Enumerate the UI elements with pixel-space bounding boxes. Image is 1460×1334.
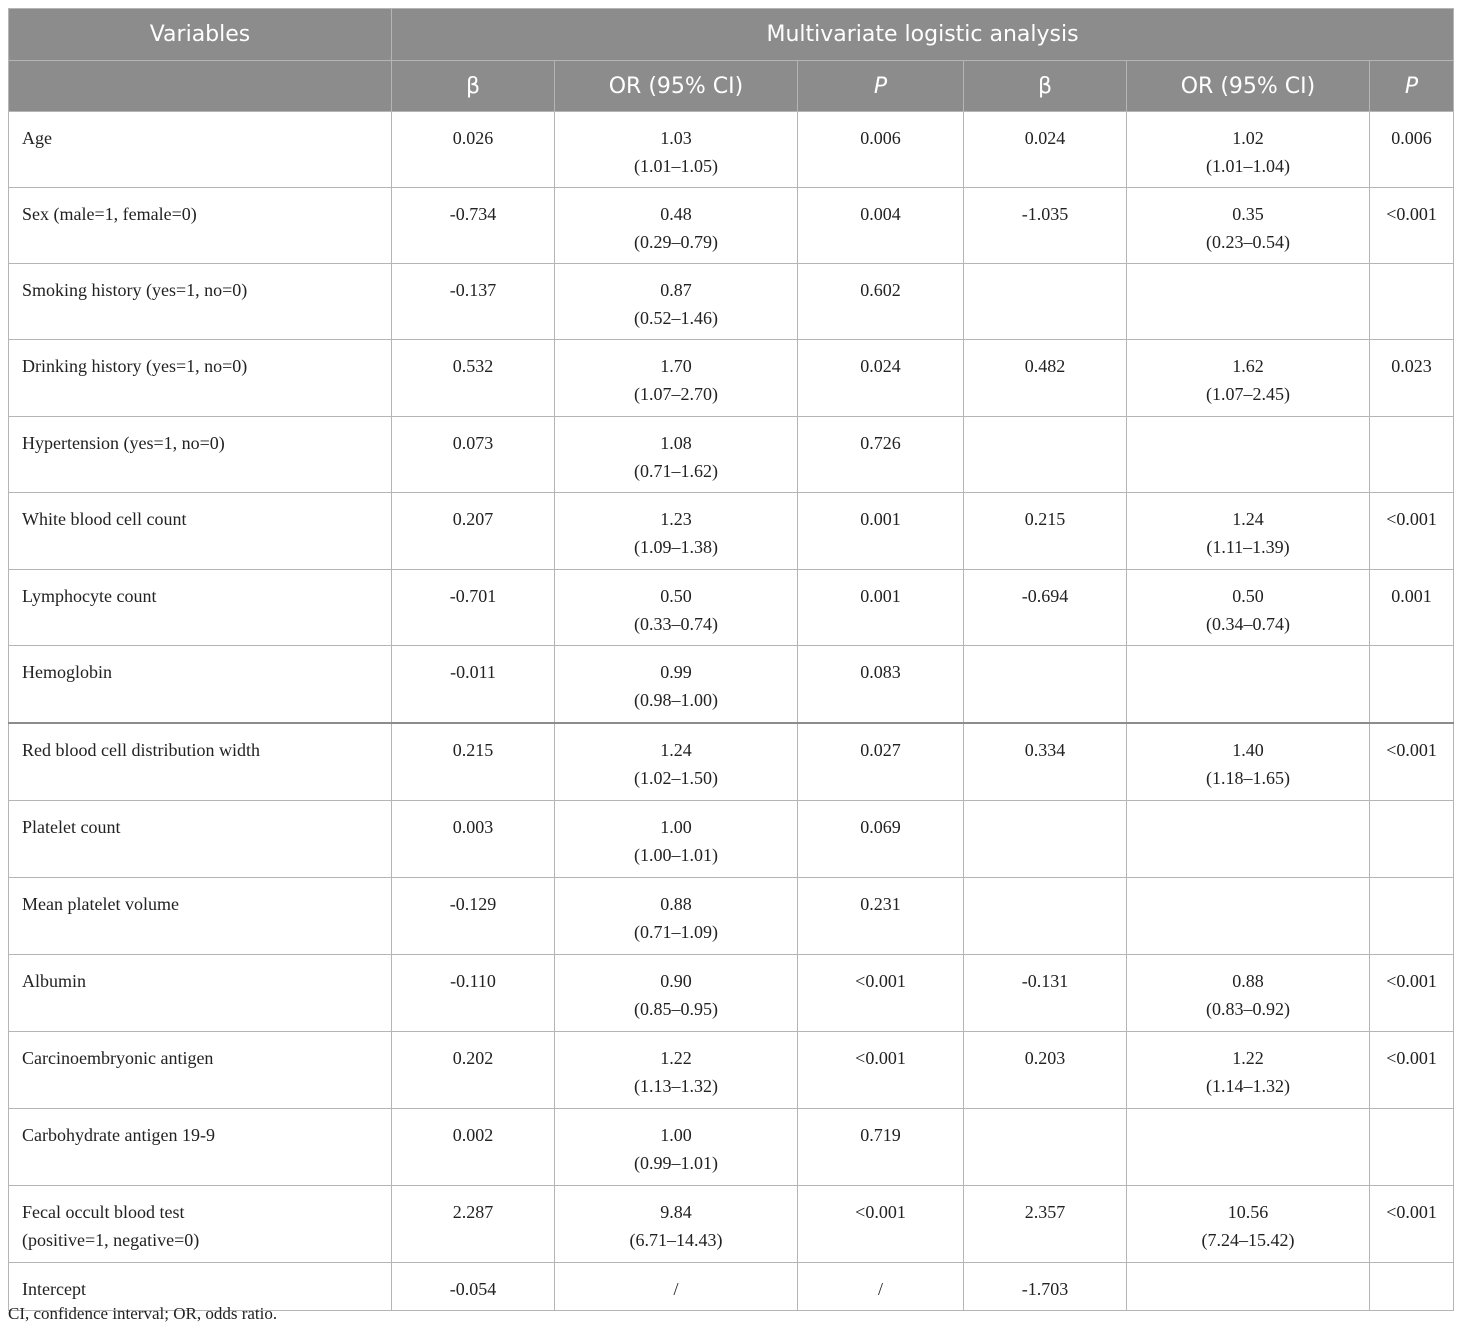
cell-beta-1 bbox=[392, 1032, 555, 1109]
cell-variable bbox=[9, 878, 392, 955]
cell-or-1 bbox=[555, 1186, 798, 1263]
cell-beta-1 bbox=[392, 112, 555, 188]
cell-p-1 bbox=[798, 1032, 964, 1109]
beta-value: -0.011 bbox=[450, 662, 496, 682]
or-value: 0.50 bbox=[1232, 586, 1264, 606]
cell-variable bbox=[9, 493, 392, 570]
table-row bbox=[9, 264, 1454, 340]
p-value: 0.006 bbox=[1391, 128, 1432, 148]
cell-beta-2 bbox=[964, 1109, 1127, 1186]
beta-value: -0.054 bbox=[449, 1279, 497, 1299]
table-header bbox=[9, 9, 1454, 112]
cell-p-2 bbox=[1370, 570, 1454, 646]
ci-value: (0.85–0.95) bbox=[634, 999, 718, 1019]
ci-value: (0.34–0.74) bbox=[1206, 614, 1290, 634]
variable-label: Albumin bbox=[22, 971, 87, 991]
cell-or-1 bbox=[555, 1032, 798, 1109]
cell-beta-2 bbox=[964, 417, 1127, 493]
beta-value: -0.137 bbox=[449, 280, 497, 300]
cell-beta-1 bbox=[392, 723, 555, 801]
table-footnote: CI, confidence interval; OR, odds ratio. bbox=[8, 1304, 278, 1323]
cell-p-1 bbox=[798, 188, 964, 264]
cell-beta-1 bbox=[392, 801, 555, 878]
cell-p-2 bbox=[1370, 646, 1454, 724]
or-value: 1.62 bbox=[1232, 356, 1264, 376]
p-value: 0.023 bbox=[1391, 356, 1432, 376]
cell-or-2 bbox=[1127, 955, 1370, 1032]
beta-value: -0.694 bbox=[1021, 586, 1069, 606]
beta-value: 0.215 bbox=[1024, 509, 1066, 529]
ci-value: (1.11–1.39) bbox=[1206, 537, 1290, 557]
beta-value: -0.734 bbox=[449, 204, 497, 224]
or-value: / bbox=[673, 1279, 679, 1299]
cell-or-1 bbox=[555, 264, 798, 340]
ci-value: (1.01–1.04) bbox=[1206, 156, 1290, 176]
beta-value: -0.129 bbox=[449, 894, 497, 914]
ci-value: (1.18–1.65) bbox=[1206, 768, 1290, 788]
p-value: <0.001 bbox=[1386, 1048, 1437, 1068]
cell-or-2 bbox=[1127, 1032, 1370, 1109]
cell-p-2 bbox=[1370, 801, 1454, 878]
variable-label-line-2: (positive=1, negative=0) bbox=[22, 1230, 200, 1250]
beta-value: 0.215 bbox=[452, 740, 494, 760]
or-value: 0.48 bbox=[660, 204, 692, 224]
ci-value: (1.00–1.01) bbox=[634, 845, 718, 865]
cell-beta-1 bbox=[392, 646, 555, 724]
header-p-1: P bbox=[798, 61, 964, 112]
ci-value: (1.13–1.32) bbox=[634, 1076, 718, 1096]
p-value: 0.001 bbox=[860, 586, 901, 606]
cell-p-2 bbox=[1370, 112, 1454, 188]
table-row bbox=[9, 112, 1454, 188]
cell-p-1 bbox=[798, 112, 964, 188]
cell-beta-1 bbox=[392, 340, 555, 417]
p-value: 0.083 bbox=[860, 662, 901, 682]
header-row-1 bbox=[9, 9, 1454, 61]
cell-p-2 bbox=[1370, 878, 1454, 955]
cell-p-2 bbox=[1370, 493, 1454, 570]
cell-beta-2 bbox=[964, 955, 1127, 1032]
cell-p-1 bbox=[798, 1186, 964, 1263]
header-beta-1: β bbox=[392, 61, 555, 112]
header-or-1: OR (95% CI) bbox=[555, 61, 798, 112]
cell-beta-2 bbox=[964, 340, 1127, 417]
p-value: / bbox=[877, 1279, 883, 1299]
p-value: 0.004 bbox=[860, 204, 901, 224]
or-value: 1.22 bbox=[1232, 1048, 1264, 1068]
header-empty bbox=[9, 61, 392, 112]
cell-p-2 bbox=[1370, 264, 1454, 340]
beta-value: 0.024 bbox=[1024, 128, 1066, 148]
cell-or-2 bbox=[1127, 723, 1370, 801]
or-value: 0.90 bbox=[660, 971, 692, 991]
cell-beta-2 bbox=[964, 646, 1127, 724]
ci-value: (6.71–14.43) bbox=[629, 1230, 723, 1250]
beta-value: 0.073 bbox=[452, 433, 494, 453]
cell-p-1 bbox=[798, 570, 964, 646]
table-row bbox=[9, 417, 1454, 493]
cell-p-1 bbox=[798, 1109, 964, 1186]
beta-value: 0.203 bbox=[1024, 1048, 1066, 1068]
cell-beta-1 bbox=[392, 878, 555, 955]
table-row bbox=[9, 646, 1454, 724]
table-row bbox=[9, 340, 1454, 417]
cell-beta-1 bbox=[392, 1186, 555, 1263]
beta-value: 0.532 bbox=[452, 356, 494, 376]
cell-p-1 bbox=[798, 1263, 964, 1311]
cell-or-1 bbox=[555, 1109, 798, 1186]
cell-variable bbox=[9, 417, 392, 493]
p-value: 0.001 bbox=[860, 509, 901, 529]
cell-or-2 bbox=[1127, 264, 1370, 340]
variable-label: Carcinoembryonic antigen bbox=[22, 1048, 214, 1068]
or-value: 1.00 bbox=[660, 1125, 692, 1145]
or-value: 1.02 bbox=[1232, 128, 1264, 148]
cell-p-2 bbox=[1370, 723, 1454, 801]
cell-p-1 bbox=[798, 493, 964, 570]
ci-value: (0.71–1.62) bbox=[634, 461, 718, 481]
p-value: <0.001 bbox=[855, 971, 906, 991]
cell-beta-2 bbox=[964, 801, 1127, 878]
variable-label: Hypertension (yes=1, no=0) bbox=[22, 433, 225, 453]
table-row bbox=[9, 570, 1454, 646]
header-or-2: OR (95% CI) bbox=[1127, 61, 1370, 112]
p-value: 0.006 bbox=[860, 128, 901, 148]
ci-value: (1.01–1.05) bbox=[634, 156, 718, 176]
cell-variable bbox=[9, 646, 392, 724]
cell-p-2 bbox=[1370, 1263, 1454, 1311]
cell-or-2 bbox=[1127, 1186, 1370, 1263]
cell-p-1 bbox=[798, 264, 964, 340]
cell-beta-2 bbox=[964, 878, 1127, 955]
cell-or-1 bbox=[555, 493, 798, 570]
variable-label: Platelet count bbox=[22, 817, 121, 837]
cell-variable bbox=[9, 1109, 392, 1186]
table-row bbox=[9, 493, 1454, 570]
variable-label: Sex (male=1, female=0) bbox=[22, 204, 197, 224]
beta-value: 0.026 bbox=[452, 128, 494, 148]
cell-variable bbox=[9, 340, 392, 417]
p-value: 0.001 bbox=[1391, 586, 1432, 606]
p-value: <0.001 bbox=[1386, 1202, 1437, 1222]
cell-or-1 bbox=[555, 723, 798, 801]
cell-or-2 bbox=[1127, 570, 1370, 646]
table-row bbox=[9, 188, 1454, 264]
p-value: 0.231 bbox=[860, 894, 901, 914]
beta-value: 0.002 bbox=[452, 1125, 494, 1145]
p-value: <0.001 bbox=[1386, 971, 1437, 991]
cell-or-1 bbox=[555, 112, 798, 188]
p-value: <0.001 bbox=[1386, 740, 1437, 760]
cell-beta-2 bbox=[964, 570, 1127, 646]
beta-value: 2.287 bbox=[452, 1202, 494, 1222]
p-value: 0.024 bbox=[860, 356, 901, 376]
or-value: 9.84 bbox=[660, 1202, 692, 1222]
cell-beta-2 bbox=[964, 493, 1127, 570]
ci-value: (1.07–2.45) bbox=[1206, 384, 1290, 404]
p-value: 0.719 bbox=[860, 1125, 901, 1145]
or-value: 1.70 bbox=[660, 356, 692, 376]
cell-p-2 bbox=[1370, 417, 1454, 493]
beta-value: -0.110 bbox=[450, 971, 496, 991]
cell-or-2 bbox=[1127, 493, 1370, 570]
cell-beta-2 bbox=[964, 1032, 1127, 1109]
ci-value: (0.33–0.74) bbox=[634, 614, 718, 634]
beta-value: 0.202 bbox=[452, 1048, 494, 1068]
cell-beta-2 bbox=[964, 1263, 1127, 1311]
cell-or-2 bbox=[1127, 188, 1370, 264]
cell-beta-2 bbox=[964, 1186, 1127, 1263]
header-multivariate: Multivariate logistic analysis bbox=[392, 9, 1454, 61]
or-value: 10.56 bbox=[1227, 1202, 1269, 1222]
table-row bbox=[9, 1032, 1454, 1109]
p-value: <0.001 bbox=[1386, 204, 1437, 224]
cell-p-1 bbox=[798, 955, 964, 1032]
beta-value: -0.701 bbox=[449, 586, 497, 606]
cell-or-1 bbox=[555, 801, 798, 878]
or-value: 0.35 bbox=[1232, 204, 1264, 224]
p-value: 0.027 bbox=[860, 740, 901, 760]
header-variables: Variables bbox=[9, 9, 392, 61]
table-row bbox=[9, 1109, 1454, 1186]
cell-variable bbox=[9, 570, 392, 646]
cell-or-2 bbox=[1127, 801, 1370, 878]
ci-value: (0.23–0.54) bbox=[1206, 232, 1290, 252]
cell-p-2 bbox=[1370, 1032, 1454, 1109]
cell-p-2 bbox=[1370, 188, 1454, 264]
header-p-2: P bbox=[1370, 61, 1454, 112]
or-value: 0.87 bbox=[660, 280, 692, 300]
cell-beta-2 bbox=[964, 264, 1127, 340]
or-value: 0.88 bbox=[1232, 971, 1264, 991]
cell-or-1 bbox=[555, 878, 798, 955]
cell-or-1 bbox=[555, 188, 798, 264]
table-row bbox=[9, 801, 1454, 878]
cell-variable bbox=[9, 1186, 392, 1263]
or-value: 1.22 bbox=[660, 1048, 692, 1068]
cell-p-1 bbox=[798, 801, 964, 878]
cell-or-2 bbox=[1127, 646, 1370, 724]
cell-p-1 bbox=[798, 723, 964, 801]
table-body bbox=[9, 112, 1454, 1311]
cell-p-1 bbox=[798, 878, 964, 955]
variable-label: Mean platelet volume bbox=[22, 894, 179, 914]
ci-value: (0.29–0.79) bbox=[634, 232, 718, 252]
beta-value: -1.703 bbox=[1021, 1279, 1069, 1299]
table-row bbox=[9, 723, 1454, 801]
cell-p-2 bbox=[1370, 1186, 1454, 1263]
cell-or-2 bbox=[1127, 112, 1370, 188]
results-table bbox=[8, 8, 1454, 1311]
cell-or-1 bbox=[555, 570, 798, 646]
cell-beta-1 bbox=[392, 417, 555, 493]
ci-value: (0.83–0.92) bbox=[1206, 999, 1290, 1019]
cell-or-2 bbox=[1127, 1109, 1370, 1186]
ci-value: (1.14–1.32) bbox=[1206, 1076, 1290, 1096]
cell-variable bbox=[9, 801, 392, 878]
ci-value: (0.52–1.46) bbox=[634, 308, 718, 328]
or-value: 1.00 bbox=[660, 817, 692, 837]
or-value: 0.50 bbox=[660, 586, 692, 606]
variable-label: Drinking history (yes=1, no=0) bbox=[22, 356, 248, 376]
variable-label: Red blood cell distribution width bbox=[22, 740, 260, 760]
cell-or-2 bbox=[1127, 340, 1370, 417]
or-value: 1.23 bbox=[660, 509, 692, 529]
beta-value: 0.482 bbox=[1024, 356, 1066, 376]
p-value: 0.602 bbox=[860, 280, 901, 300]
cell-beta-1 bbox=[392, 188, 555, 264]
or-value: 0.88 bbox=[660, 894, 692, 914]
variable-label: Smoking history (yes=1, no=0) bbox=[22, 280, 248, 300]
ci-value: (0.71–1.09) bbox=[634, 922, 718, 942]
cell-p-2 bbox=[1370, 340, 1454, 417]
p-value: 0.069 bbox=[860, 817, 901, 837]
cell-beta-1 bbox=[392, 1263, 555, 1311]
beta-value: 0.003 bbox=[452, 817, 494, 837]
ci-value: (7.24–15.42) bbox=[1201, 1230, 1295, 1250]
cell-beta-2 bbox=[964, 723, 1127, 801]
variable-label: Intercept bbox=[22, 1279, 86, 1299]
variable-label: Age bbox=[22, 128, 52, 148]
variable-label: Carbohydrate antigen 19-9 bbox=[22, 1125, 215, 1145]
cell-or-2 bbox=[1127, 878, 1370, 955]
variable-label: Fecal occult blood test bbox=[22, 1202, 185, 1222]
cell-variable bbox=[9, 723, 392, 801]
cell-beta-1 bbox=[392, 955, 555, 1032]
beta-value: -1.035 bbox=[1021, 204, 1069, 224]
cell-p-2 bbox=[1370, 1109, 1454, 1186]
variable-label: Lymphocyte count bbox=[22, 586, 157, 606]
results-table-container bbox=[8, 8, 1453, 1311]
cell-variable bbox=[9, 1032, 392, 1109]
or-value: 1.08 bbox=[660, 433, 692, 453]
or-value: 1.03 bbox=[660, 128, 692, 148]
cell-variable bbox=[9, 112, 392, 188]
or-value: 1.24 bbox=[660, 740, 692, 760]
ci-value: (1.07–2.70) bbox=[634, 384, 718, 404]
p-value: 0.726 bbox=[860, 433, 901, 453]
beta-value: 0.207 bbox=[452, 509, 494, 529]
cell-or-1 bbox=[555, 1263, 798, 1311]
cell-or-2 bbox=[1127, 1263, 1370, 1311]
cell-p-1 bbox=[798, 646, 964, 724]
cell-variable bbox=[9, 264, 392, 340]
p-value: <0.001 bbox=[855, 1202, 906, 1222]
cell-beta-1 bbox=[392, 264, 555, 340]
p-value: <0.001 bbox=[855, 1048, 906, 1068]
table-row bbox=[9, 1186, 1454, 1263]
ci-value: (0.99–1.01) bbox=[634, 1153, 718, 1173]
ci-value: (1.02–1.50) bbox=[634, 768, 718, 788]
cell-p-1 bbox=[798, 340, 964, 417]
cell-beta-2 bbox=[964, 112, 1127, 188]
or-value: 1.24 bbox=[1232, 509, 1264, 529]
cell-variable bbox=[9, 188, 392, 264]
cell-variable bbox=[9, 955, 392, 1032]
cell-or-1 bbox=[555, 340, 798, 417]
table-row bbox=[9, 955, 1454, 1032]
cell-beta-1 bbox=[392, 1109, 555, 1186]
beta-value: -0.131 bbox=[1021, 971, 1069, 991]
beta-value: 0.334 bbox=[1024, 740, 1066, 760]
or-value: 1.40 bbox=[1232, 740, 1264, 760]
ci-value: (1.09–1.38) bbox=[634, 537, 718, 557]
cell-p-1 bbox=[798, 417, 964, 493]
or-value: 0.99 bbox=[660, 662, 692, 682]
variable-label: Hemoglobin bbox=[22, 662, 112, 682]
beta-value: 2.357 bbox=[1024, 1202, 1066, 1222]
p-value: <0.001 bbox=[1386, 509, 1437, 529]
table-row bbox=[9, 878, 1454, 955]
cell-or-1 bbox=[555, 646, 798, 724]
header-beta-2: β bbox=[964, 61, 1127, 112]
variable-label: White blood cell count bbox=[22, 509, 187, 529]
cell-beta-1 bbox=[392, 493, 555, 570]
cell-or-1 bbox=[555, 417, 798, 493]
header-row-2 bbox=[9, 61, 1454, 112]
ci-value: (0.98–1.00) bbox=[634, 690, 718, 710]
cell-or-1 bbox=[555, 955, 798, 1032]
cell-beta-2 bbox=[964, 188, 1127, 264]
cell-beta-1 bbox=[392, 570, 555, 646]
cell-p-2 bbox=[1370, 955, 1454, 1032]
cell-or-2 bbox=[1127, 417, 1370, 493]
